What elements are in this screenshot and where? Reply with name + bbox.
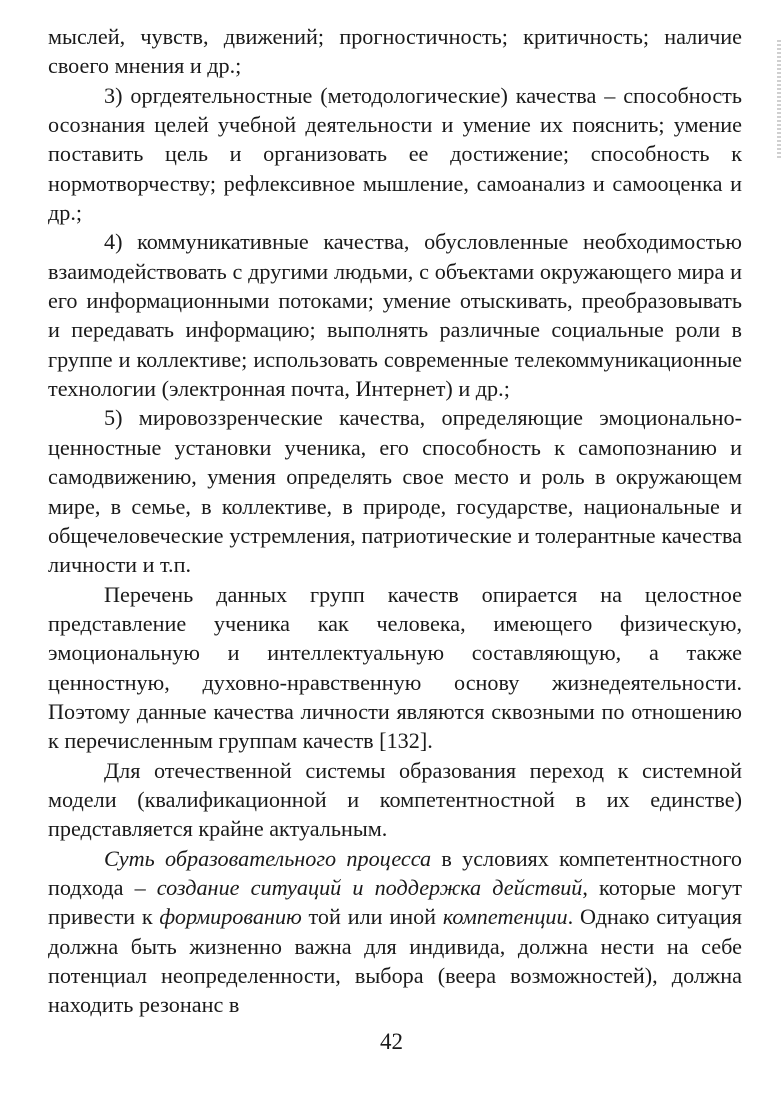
text-segment: Перечень данных групп качеств опирается на целостное представление ученика как человека, имеющего физическую, эмоциональную и интеллектуальную составляющую, а также ценностную, духовно-нравственную основу жизнедеятельности. Поэтому данные качества личности являются сквозными по отношению к перечисленным группам качеств [132]. bbox=[48, 581, 742, 754]
paragraph-item-5 bbox=[48, 403, 742, 579]
text-segment: мыслей, чувств, движений; прогностичность; критичность; наличие своего мнения и др.; bbox=[48, 24, 742, 79]
scan-edge-mark bbox=[777, 40, 781, 160]
paragraph-item-3 bbox=[48, 81, 742, 228]
paragraph bbox=[48, 844, 742, 1020]
text-segment: , которые могут привести к bbox=[48, 874, 742, 930]
text-segment: . Однако ситуация должна быть жизненно важна для индивида, должна нести на себе потенциал неопределенности, выбора (веера возможностей), должна находить резонанс в bbox=[48, 904, 742, 1018]
text-segment: 4) коммуникативные качества, обусловленные необходимостью взаимодействовать с другими людьми, с объектами окружающего мира и его информационными потоками; умение отыскивать, преобразовывать и передавать информацию; выполнять различные социальные роли в группе и коллективе; использовать современные телекоммуникационные технологии (электронная почта, Интернет) и др.; bbox=[48, 229, 742, 402]
page-body bbox=[48, 22, 742, 1020]
text-segment: 3) оргдеятельностные (методологические) качества – способность осознания целей учебной деятельности и умение их пояснить; умение поставить цель и организовать ее достижение; способность к нормотворчеству; рефлексивное мышление, самоанализ и самооценка и др.; bbox=[48, 82, 742, 226]
paragraph bbox=[48, 22, 742, 81]
text-segment: 5) мировоззренческие качества, определяющие эмоционально-ценностные установки ученика, его способность к самопознанию и самодвижению, умения определять свое место и роль в окружающем мире, в семье, в коллективе, в природе, государстве, национальные и общечеловеческие устремления, патриотические и толерантные качества личности и т.п. bbox=[48, 405, 742, 578]
italic-text: формированию bbox=[159, 904, 302, 930]
italic-text: Суть образовательного процесса bbox=[104, 845, 432, 871]
paragraph bbox=[48, 756, 742, 844]
italic-text: компетенции bbox=[442, 904, 568, 930]
text-segment: Для отечественной системы образования переход к системной модели (квалификационной и компетентностной в их единстве) представляется крайне актуальным. bbox=[48, 757, 742, 842]
paragraph bbox=[48, 580, 742, 756]
page-number: 42 bbox=[380, 1029, 403, 1054]
paragraph-item-4 bbox=[48, 227, 742, 403]
italic-text: создание ситуаций и поддержка действий bbox=[156, 874, 583, 900]
text-segment: в условиях компетентностного подхода – bbox=[48, 845, 742, 900]
text-segment: той или иной bbox=[301, 904, 443, 930]
